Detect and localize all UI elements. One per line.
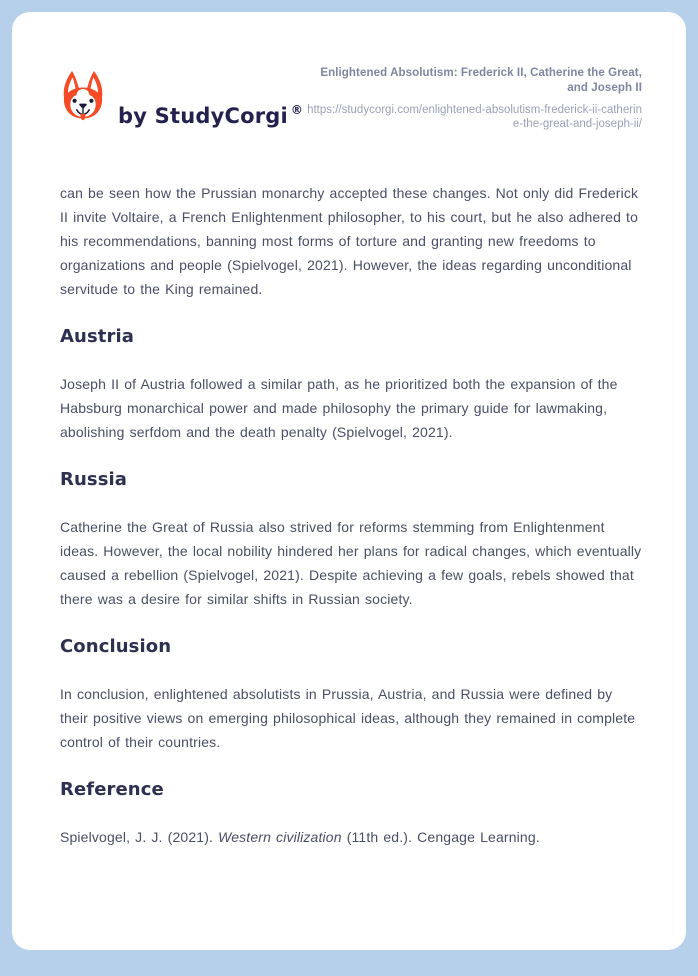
logo-wordmark: by StudyCorgi ® bbox=[118, 103, 304, 128]
section-heading-conclusion: Conclusion bbox=[60, 636, 172, 657]
document-header bbox=[12, 12, 686, 133]
reference-publisher: (11th ed.). Cengage Learning. bbox=[341, 829, 540, 845]
reference-entry bbox=[60, 825, 642, 849]
section-paragraph-russia: Catherine the Great of Russia also strived for reforms stemming from Enlightenment ideas. However, the local nobility hindered her plans for radical changes, which eventually caused a rebellion (Spielvogel, 2021). Despite achieving a few goals, rebels showed that there was a desire for similar shifts in Russian society. bbox=[60, 519, 642, 607]
registered-trademark-symbol: ® bbox=[290, 103, 304, 117]
reference-work-title: Western civilization bbox=[218, 829, 342, 845]
section-heading-reference: Reference bbox=[60, 779, 164, 800]
section-heading-austria: Austria bbox=[60, 326, 134, 347]
document-source-url: https://studycorgi.com/enlightened-absolutism-frederick-ii-catherine-the-great-and-joseph-ii/ bbox=[307, 104, 642, 130]
document-card bbox=[12, 12, 686, 950]
document-meta bbox=[306, 66, 642, 131]
corgi-logo-icon bbox=[60, 70, 106, 133]
intro-paragraph: can be seen how the Prussian monarchy accepted these changes. Not only did Frederick II invite Voltaire, a French Enlightenment philosopher, to his court, but he also adhered to his recommendations, banning most forms of torture and granting new freedoms to organizations and people (Spielvogel, 2021). However, the ideas regarding unconditional servitude to the King remained. bbox=[60, 185, 639, 297]
section-paragraph-austria: Joseph II of Austria followed a similar path, as he prioritized both the expansion of the Habsburg monarchical power and made philosophy the primary guide for lawmaking, abolishing serfdom and the death penalty (Spielvogel, 2021). bbox=[60, 376, 618, 440]
document-title: Enlightened Absolutism: Frederick II, Catherine the Great, and Joseph II bbox=[320, 67, 642, 94]
section-heading-russia: Russia bbox=[60, 469, 128, 490]
studycorgi-logo bbox=[60, 66, 303, 133]
essay-content bbox=[12, 181, 686, 849]
reference-authors: Spielvogel, J. J. (2021). bbox=[60, 829, 219, 845]
section-paragraph-conclusion: In conclusion, enlightened absolutists in Prussia, Austria, and Russia were defined by their positive views on emerging philosophical ideas, although they remained in complete control of their countries. bbox=[60, 686, 636, 750]
